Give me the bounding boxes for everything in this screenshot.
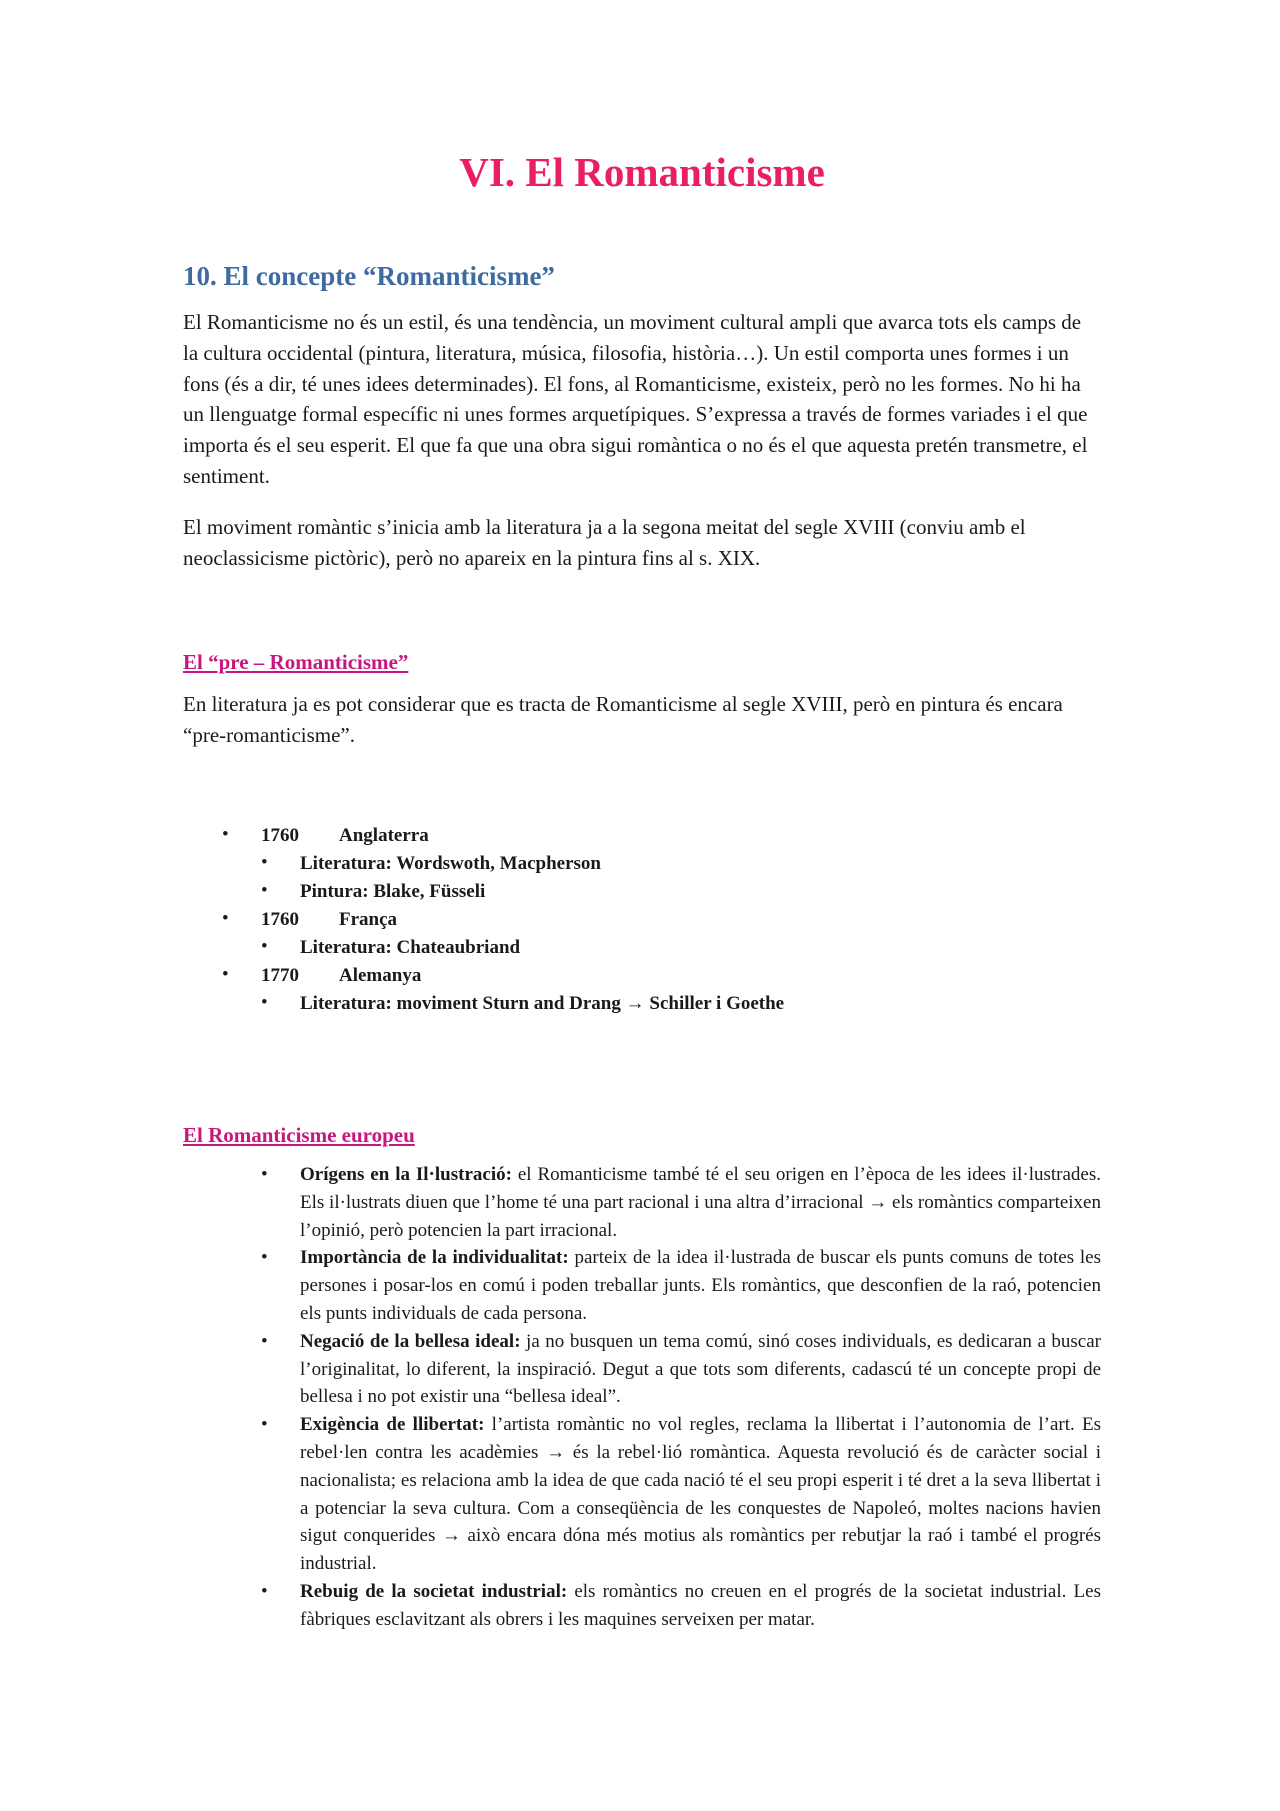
timeline-entry — [222, 962, 1082, 990]
feature-item — [261, 1328, 1101, 1411]
bullet-icon: • — [261, 1414, 268, 1436]
bullet-icon: • — [261, 880, 268, 901]
pre-romanticisme-paragraph: En literatura ja es pot considerar que es tracta de Romanticisme al segle XVIII, però en pintura és encara “pre-romanticisme”. — [183, 692, 1063, 747]
bullet-icon: • — [261, 1164, 268, 1185]
feature-title: Rebuig de la societat industrial: — [300, 1580, 568, 1602]
bullet-icon: • — [261, 1247, 268, 1269]
europeu-heading-wrap — [183, 1122, 415, 1149]
timeline-year: 1760 — [261, 825, 299, 846]
timeline-year: 1760 — [261, 909, 299, 930]
romanticisme-europeu-heading: El Romanticisme europeu — [183, 1123, 415, 1147]
feature-item — [261, 1161, 1101, 1244]
feature-title: Exigència de llibertat: — [300, 1414, 485, 1436]
feature-title: Importància de la individualitat: — [300, 1247, 569, 1269]
feature-title: Orígens en la Il·lustració: — [300, 1164, 512, 1185]
timeline-subitem-text: Literatura: Wordswoth, Macpherson — [300, 853, 601, 874]
timeline-subitem-text: Pintura: Blake, Füsseli — [300, 881, 486, 902]
pre-romanticisme-heading: El “pre – Romanticisme” — [183, 650, 409, 674]
timeline-country: Anglaterra — [339, 825, 429, 846]
timeline-entry — [222, 822, 1082, 850]
timeline-subitem — [222, 850, 1082, 878]
feature-item — [261, 1244, 1101, 1327]
concept-paragraph-1: El Romanticisme no és un estil, és una tendència, un moviment cultural ampli que avarca tots els camps de la cultura occidental (pintura, literatura, música, filosofia, història…). Un estil comporta unes formes i un fons (és a dir, té unes idees determinades). El fons, al Romanticisme, existeix, però no les formes. No hi ha un llenguatge formal específic ni unes formes arquetípiques. S’expressa a través de formes variades i el que importa és el seu esperit. El que fa que una obra sigui romàntica o no és el que aquesta pretén transmetre, el sentiment. — [183, 310, 1088, 488]
bullet-icon: • — [222, 908, 229, 929]
timeline-subitem-text: Literatura: moviment Sturn and Drang → Schiller i Goethe — [300, 993, 785, 1014]
timeline-subitem — [222, 934, 1082, 962]
timeline-list — [222, 822, 1082, 1018]
bullet-icon: • — [222, 824, 229, 845]
timeline-year: 1770 — [261, 965, 299, 986]
timeline-subitem-text: Literatura: Chateaubriand — [300, 937, 521, 958]
features-list — [261, 1161, 1101, 1634]
bullet-icon: • — [261, 936, 268, 957]
bullet-icon: • — [261, 1580, 268, 1602]
bullet-icon: • — [222, 964, 229, 985]
timeline-subitem — [222, 990, 1082, 1018]
bullet-icon: • — [261, 852, 268, 873]
feature-text: el Romanticisme també té el seu origen en l’època de les idees il·lustrades. Els il·lustrats diuen que l’home té una part racional i una altra d’irracional → els romàntics comparteixen l’opinió, però potencien la part irracional. — [300, 1164, 1101, 1241]
timeline-entry — [222, 906, 1082, 934]
bullet-icon: • — [261, 992, 268, 1013]
timeline-country: Alemanya — [339, 965, 422, 986]
feature-text: ja no busquen un tema comú, sinó coses individuals, es dedicaran a buscar l’originalitat, lo diferent, la inspiració. Degut a que tots som diferents, cadascú té un concepte propi de bellesa i no pot existir una “bellesa ideal”. — [300, 1330, 1101, 1408]
section-heading: 10. El concepte “Romanticisme” — [183, 261, 555, 291]
timeline-country: França — [339, 909, 398, 930]
feature-item — [261, 1411, 1101, 1578]
bullet-icon: • — [261, 1330, 268, 1352]
concept-paragraph-2: El moviment romàntic s’inicia amb la literatura ja a la segona meitat del segle XVIII (conviu amb el neoclassicisme pictòric), però no apareix en la pintura fins al s. XIX. — [183, 515, 1026, 570]
feature-title: Negació de la bellesa ideal: — [300, 1330, 521, 1352]
feature-item — [261, 1578, 1101, 1634]
feature-text: l’artista romàntic no vol regles, reclama la llibertat i l’autonomia de l’art. Es rebel·len contra les acadèmies → és la rebel·lió romàntica. Aquesta revolució és de caràcter social i nacionalista; es relaciona amb la idea de que cada nació té el seu propi esperit i té dret a la seva llibertat i a potenciar la seva cultura. Com a conseqüència de les conquestes de Napoleó, moltes nacions havien sigut conquerides → això encara dóna més motius als romàntics per rebutjar la raó i també el progrés industrial. — [300, 1414, 1101, 1575]
document-title: VI. El Romanticisme — [459, 149, 825, 195]
timeline-subitem — [222, 878, 1082, 906]
feature-text: parteix de la idea il·lustrada de buscar els punts comuns de totes les persones i posar-los en comú i poden treballar junts. Els romàntics, que desconfien de la raó, potencien els punts individuals de cada persona. — [300, 1247, 1102, 1324]
feature-text: els romàntics no creuen en el progrés de la societat industrial. Les fàbriques esclavitzant als obrers i les maquines serveixen per matar. — [300, 1580, 1101, 1630]
